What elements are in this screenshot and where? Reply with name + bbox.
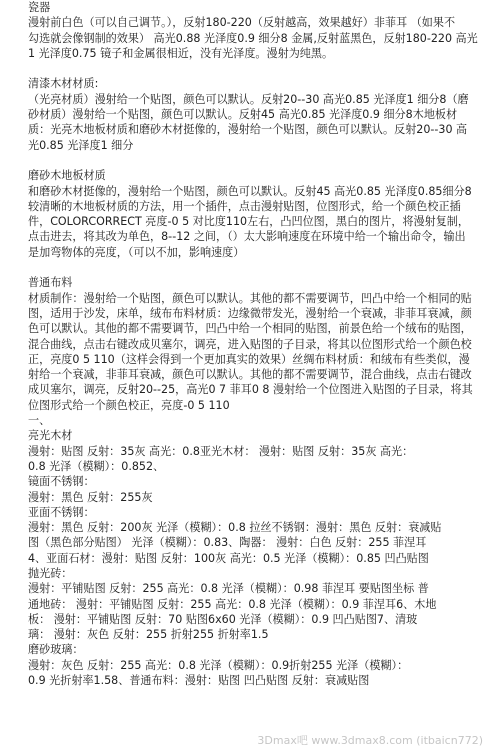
text-line: 0.9 光折射率1.58、普通布料：漫射：贴图 凹凸贴图 反射：衰减贴图 — [28, 674, 370, 688]
text-line: 是加弯物体的亮度，（可以不加，影响速度） — [28, 245, 245, 259]
text-line: 图（黑色部分贴图） 光泽（模糊）：0.83、陶器： 漫射：白色 反射：255 菲涅耳 — [28, 536, 427, 550]
paragraph-gap — [28, 61, 481, 76]
section-title-fabric: 普通布料 — [28, 276, 73, 290]
text-line: 质：光亮木地板材质和磨砂木材挺像的，漫射给一个贴图，颜色可以默认。反射20--30 高 — [28, 123, 468, 137]
text-line: 镜面不锈钢： — [28, 475, 95, 489]
text-line: 点击进去，将其改为单色，8--12 之间，（）太大影响速度在环境中给一个输出命令，输出 — [28, 230, 466, 244]
section-matte-wood-floor — [28, 168, 481, 260]
text-line: 色可以默认。其他的都不需要调节，凹凸中给一个相同的贴图，前景色给一个绒布的贴图， — [28, 322, 472, 336]
text-line: 通地砖： 漫射：平铺贴图 反射：255 高光：0.8 光泽（模糊）：0.9 菲涅耳6、木地 — [28, 597, 437, 611]
text-line: 漫射：黑色 反射：200灰 光泽（模糊）：0.8 拉丝不锈钢：漫射：黑色 反射：衰减贴 — [28, 521, 442, 535]
text-line: 漫射：灰色 反射：255 高光：0.8 光泽（模糊）：0.9折射255 光泽（模糊）： — [28, 658, 409, 672]
text-line: 漫射：贴图 反射：35灰 高光：0.8亚光木材： 漫射：贴图 反射：35灰 高光： — [28, 444, 414, 458]
section-ceramic — [28, 0, 481, 61]
text-line: 射给一个衰减，非菲耳衰减，颜色可以默认。其他的都不需要调节，混合曲线，点击右键改 — [28, 368, 472, 382]
text-line: （光亮材质）漫射给一个贴图，颜色可以默认。反射20--30 高光0.85 光泽度1 细分8（磨 — [28, 92, 469, 106]
text-line: 磨砂玻璃： — [28, 643, 84, 657]
text-line: 成贝塞尔，调亮，反射20--25，高光0 7 菲耳0 8 漫射给一个位图进入贴图的子目录，将其 — [28, 383, 473, 397]
text-line: 漫射：黑色 反射：255灰 — [28, 490, 153, 504]
text-line: 抛光砖： — [28, 566, 73, 580]
text-line: 材质制作：漫射给一个贴图，颜色可以默认。其他的都不需要调节，凹凸中给一个相同的贴 — [28, 291, 472, 305]
text-line: 板： 漫射：平铺贴图 反射：70 贴图6x60 光泽（模糊）：0.9 凹凸贴图7、清玻 — [28, 612, 418, 626]
paragraph-gap — [28, 260, 481, 275]
section-title-matte-wood-floor: 磨砂木地板材质 — [28, 169, 106, 183]
section-title-glossy-wood: 亮光木材 — [28, 429, 73, 443]
section-fabric — [28, 275, 481, 413]
text-line: 图，适用于沙发，床单，绒布布料材质：边缘微带发光，漫射给一个衰减，非菲耳衰减，颜 — [28, 306, 472, 320]
text-line: 较清晰的木地板材质的方法，用一个插件，点击漫射贴图，位图形式，给一个颜色校正插 — [28, 199, 461, 213]
text-line: 光0.85 光泽度1 细分 — [28, 138, 134, 152]
text-line: 勾选就会像钢制的效果） 高光0.88 光泽度0.9 细分8 金属,反射蓝黑色，反射180-220 高光 — [28, 31, 478, 45]
paragraph-gap — [28, 153, 481, 168]
text-line: 漫射前白色（可以自己调节。），反射180-220（反射越高，效果越好）非菲耳 （如果不 — [28, 16, 456, 30]
text-line: 砂材质）漫射给一个贴图，颜色可以默认。反射45 高光0.85 光泽度0.9 细分8木地板材 — [28, 108, 458, 122]
section-material-list — [28, 413, 481, 688]
section-varnished-wood — [28, 76, 481, 152]
section-title-varnished-wood: 清漆木材材质: — [28, 77, 99, 91]
watermark: 3Dmax吧 www.3dmax8.com (itbaicn772) — [257, 734, 483, 747]
text-line: 亚面不锈钢： — [28, 505, 95, 519]
text-line: 0.8 光泽（模糊）：0.852、 — [28, 459, 165, 473]
text-line: 和磨砂木材挺像的，漫射给一个贴图，颜色可以默认。反射45 高光0.85 光泽度0.85细分8 — [28, 184, 472, 198]
section-number: 一、 — [28, 414, 51, 428]
text-line: 漫射：平铺贴图 反射：255 高光：0.8 光泽（模糊）：0.98 菲涅耳 要贴图坐标 普 — [28, 582, 429, 596]
section-title-ceramic: 瓷器 — [28, 1, 51, 14]
text-line: 件，COLORCORRECT 亮度-0 5 对比度110左右，凸凹位图，黑白的图片，将漫射复制， — [28, 215, 469, 229]
text-line: 4、亚面石材：漫射：贴图 反射：100灰 高光：0.5 光泽（模糊）：0.85 凹凸贴图 — [28, 551, 429, 565]
text-line: 位图形式给一个颜色校正，亮度-0 5 110 — [28, 398, 230, 412]
text-line: 混合曲线，点击右键改成贝塞尔，调亮，进入贴图的子目录，将其以位图形式给一个颜色校 — [28, 337, 472, 351]
text-line: 璃： 漫射：灰色 反射：255 折射255 折射率1.5 — [28, 628, 269, 642]
text-line: 1 光泽度0.75 镜子和金属很相近，没有光泽度。漫射为纯黑。 — [28, 46, 334, 60]
text-line: 正，亮度0 5 110（这样会得到一个更加真实的效果）丝绸布料材质：和绒布有些类似，漫 — [28, 352, 470, 366]
